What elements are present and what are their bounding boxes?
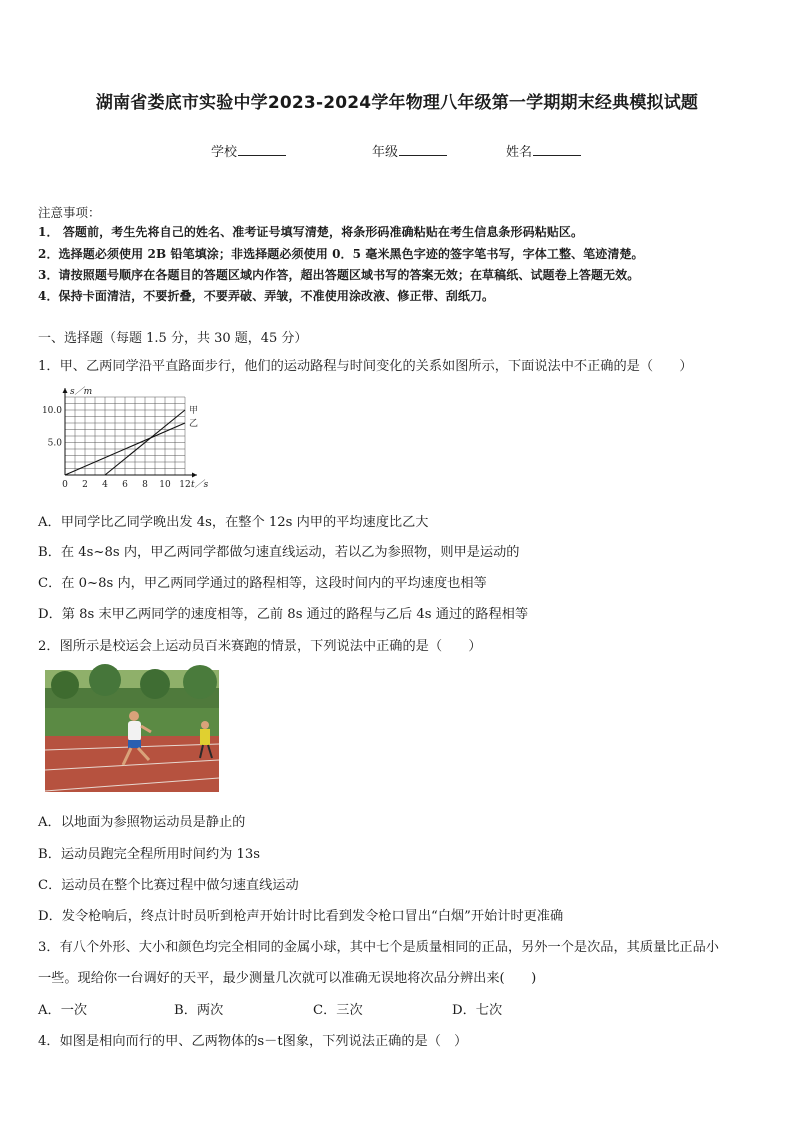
- y-tick-label: 10.0: [41, 406, 62, 416]
- x-axis-arrow: [192, 473, 197, 478]
- x-tick-label: 10: [159, 480, 171, 490]
- y-tick-label: 5.0: [47, 438, 62, 449]
- grade-blank[interactable]: [399, 141, 447, 156]
- sprint-race-photo: [45, 670, 219, 792]
- x-axis-label: t／s: [191, 480, 209, 490]
- series-label-2: 乙: [189, 419, 199, 429]
- x-tick-label: 4: [102, 480, 108, 490]
- name-field: [506, 141, 581, 160]
- question-2-option-d[interactable]: D．发令枪响后，终点计时员听到枪声开始计时比看到发令枪口冒出“白烟”开始计时更准确: [38, 909, 564, 924]
- question-2-stem: 2．图所示是校运会上运动员百米赛跑的情景，下列说法中正确的是（ ）: [38, 639, 482, 654]
- grade-label: 年级: [372, 145, 399, 160]
- x-tick-label: 8: [142, 480, 148, 490]
- question-3-stem-line-2: 一些。现给你一台调好的天平，最少测量几次就可以准确无误地将次品分辨出来( ): [38, 971, 537, 986]
- question-3-option-a[interactable]: A．一次: [38, 1003, 88, 1018]
- chart-axes: [63, 388, 198, 478]
- y-axis-arrow: [63, 388, 68, 393]
- name-label: 姓名: [506, 145, 533, 160]
- note-item-1: 1． 答题前，考生先将自己的姓名、准考证号填写清楚，将条形码准确粘贴在考生信息条形码粘贴区。: [38, 225, 584, 239]
- series-label-1: 甲: [189, 406, 199, 416]
- question-1-option-b[interactable]: B．在 4s~8s 内，甲乙两同学都做匀速直线运动，若以乙为参照物，则甲是运动的: [38, 545, 520, 560]
- question-2-option-a[interactable]: A．以地面为参照物运动员是静止的: [38, 815, 246, 830]
- question-1-stem: 1．甲、乙两同学沿平直路面步行，他们的运动路程与时间变化的关系如图所示，下面说法中不正确的是（ ）: [38, 359, 693, 374]
- page-title: 湖南省娄底市实验中学2023-2024学年物理八年级第一学期期末经典模拟试题: [95, 93, 699, 113]
- note-item-2: 2．选择题必须使用 2B 铅笔填涂；非选择题必须使用 0．5 毫米黑色字迹的签字笔书写，字体工整、笔迹清楚。: [38, 247, 644, 261]
- question-3-stem-line-1: 3．有八个外形、大小和颜色均完全相同的金属小球，其中七个是质量相同的正品，另外一个是次品，其质量比正品小: [38, 940, 719, 955]
- question-3-option-b[interactable]: B．两次: [174, 1003, 224, 1018]
- x-tick-label: 0: [62, 480, 68, 490]
- school-field: [211, 141, 286, 160]
- notes-heading: 注意事项：: [38, 205, 101, 220]
- chart-grid: [65, 397, 185, 475]
- question-1-option-a[interactable]: A．甲同学比乙同学晚出发 4s，在整个 12s 内甲的平均速度比乙大: [38, 515, 429, 530]
- grade-field: [372, 141, 447, 160]
- question-3-option-d[interactable]: D．七次: [452, 1003, 503, 1018]
- school-label: 学校: [211, 145, 238, 160]
- name-blank[interactable]: [533, 141, 581, 156]
- question-2-option-c[interactable]: C．运动员在整个比赛过程中做匀速直线运动: [38, 878, 299, 893]
- note-item-3: 3．请按照题号顺序在各题目的答题区域内作答，超出答题区域书写的答案无效；在草稿纸、试题卷上答题无效。: [38, 268, 640, 282]
- question-4-stem: 4．如图是相向而行的甲、乙两物体的s－t图象，下列说法正确的是（ ）: [38, 1034, 468, 1049]
- question-1-option-c[interactable]: C．在 0~8s 内，甲乙两同学通过的路程相等，这段时间内的平均速度也相等: [38, 576, 487, 591]
- x-tick-label: 6: [122, 480, 128, 490]
- question-2-option-b[interactable]: B．运动员跑完全程所用时间约为 13s: [38, 847, 261, 862]
- question-3-option-c[interactable]: C．三次: [313, 1003, 363, 1018]
- y-axis-label: s／m: [70, 387, 93, 397]
- section-heading: 一、选择题（每题 1.5 分，共 30 题，45 分）: [38, 331, 308, 346]
- question-1-option-d[interactable]: D．第 8s 末甲乙两同学的速度相等，乙前 8s 通过的路程与乙后 4s 通过的路程相等: [38, 607, 529, 622]
- x-tick-label: 2: [82, 480, 88, 490]
- note-item-4: 4．保持卡面清洁，不要折叠，不要弄破、弄皱，不准使用涂改液、修正带、刮纸刀。: [38, 289, 495, 303]
- school-blank[interactable]: [238, 141, 286, 156]
- x-tick-label: 12: [179, 480, 191, 490]
- question-1-chart: [40, 383, 209, 495]
